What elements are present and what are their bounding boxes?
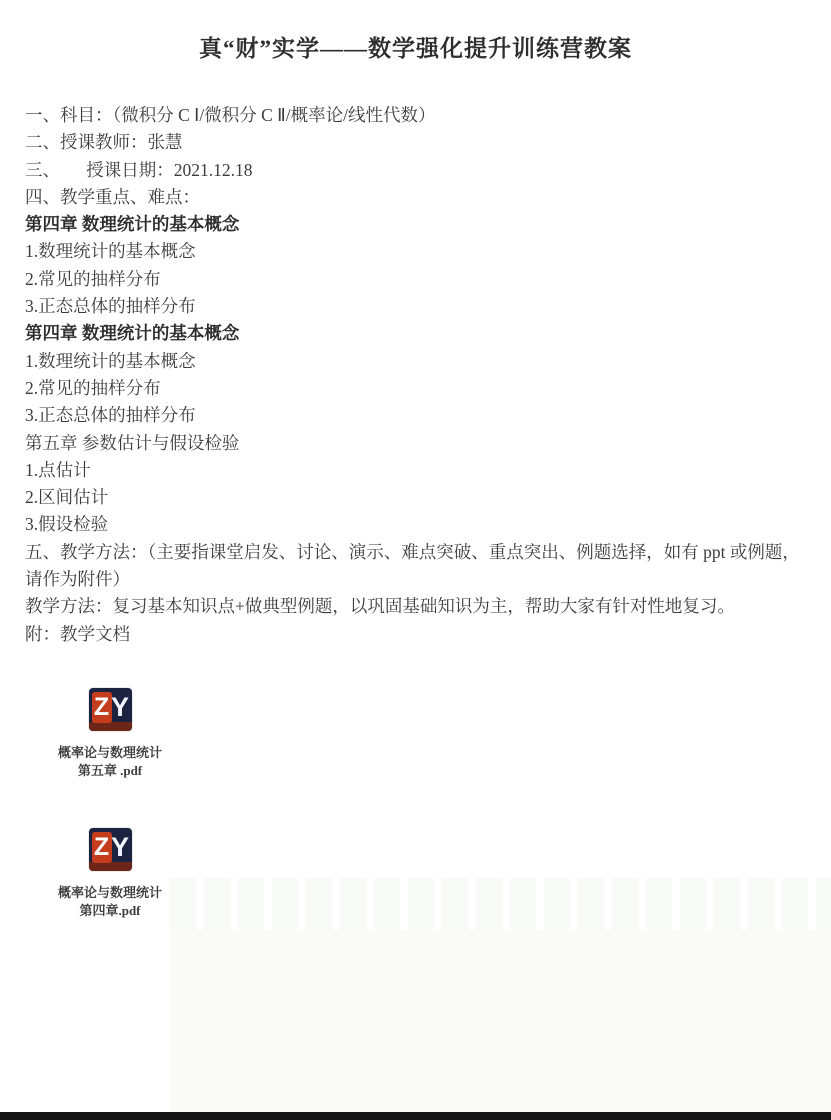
photo-bottom-edge [0,1112,831,1120]
chapter5-heading: 第五章 参数估计与假设检验 [25,432,240,453]
chapter4-heading: 第四章 数理统计的基本概念 [25,214,240,235]
zy-pdf-file-icon[interactable] [89,688,132,731]
attachment-heading: 附：教学文档 [25,623,130,644]
chapter4-heading-repeat: 第四章 数理统计的基本概念 [25,323,240,344]
line-key-points: 四、教学重点、难点： [25,186,200,207]
chapter4-item-2: 2.常见的抽样分布 [25,268,161,289]
chapter4-item-2-repeat: 2.常见的抽样分布 [25,377,161,398]
attachment-chapter5-pdf[interactable] [25,688,195,780]
chapter4-item-3: 3.正态总体的抽样分布 [25,296,196,317]
line-subject: 一、科目：（微积分 C Ⅰ/微积分 C Ⅱ/概率论/线性代数） [25,105,436,125]
attachment-filename: 第五章 .pdf [77,763,143,778]
page-title: 真“财”实学——数学强化提升训练营教案 [199,36,632,61]
zy-pdf-file-icon[interactable] [89,828,132,871]
teaching-method-note: 五、教学方法：（主要指课堂启发、讨论、演示、难点突破、重点突出、例题选择，如有 ppt 或例题，请作为附件） [25,541,800,590]
line-date: 三、 授课日期：2021.12.18 [25,159,253,180]
attachment-chapter4-pdf[interactable] [25,828,195,920]
document-body [25,102,815,648]
chapter4-item-1: 1.数理统计的基本概念 [25,241,196,262]
teaching-method-text: 教学方法：复习基本知识点+做典型例题，以巩固基础知识为主，帮助大家有针对性地复习。 [25,596,735,617]
zy-icon-letter-z: Z [92,692,112,723]
attachment-title: 概率论与数理统计 [57,745,162,760]
faint-watermark-band [170,878,831,930]
chapter4-item-3-repeat: 3.正态总体的抽样分布 [25,405,196,426]
attachment-filename: 第四章.pdf [79,903,141,918]
chapter5-item-1: 1.点估计 [25,459,91,480]
zy-icon-letter-y: Y [110,692,129,722]
scan-shading-area [170,930,831,1112]
chapter5-item-2: 2.区间估计 [25,487,109,508]
chapter5-item-3: 3.假设检验 [25,514,109,535]
chapter4-item-1-repeat: 1.数理统计的基本概念 [25,350,196,371]
attachment-title: 概率论与数理统计 [57,885,162,900]
zy-icon-letter-y: Y [110,832,129,862]
line-teacher: 二、授课教师：张慧 [25,132,183,153]
zy-icon-letter-z: Z [92,832,112,863]
